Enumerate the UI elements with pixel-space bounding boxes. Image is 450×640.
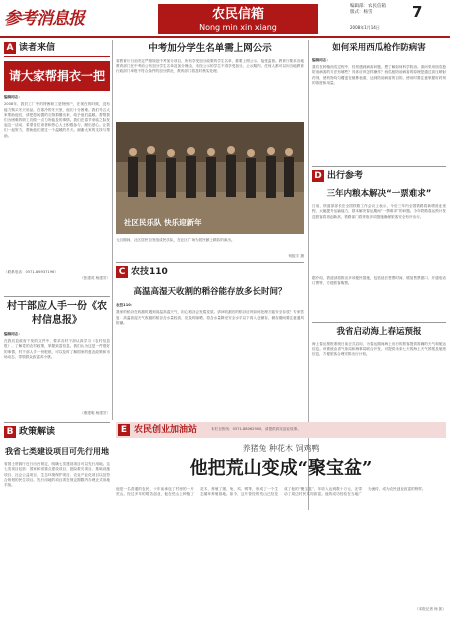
- issue-date: 2008年1月14日: [350, 25, 380, 30]
- watermelon-body: 我们在种植西瓜过程中，经常遇到病害问题，想了解如何科学防治。请问采用西瓜枪防治病害的方法有哪些？具体应该怎样操作？西瓜枪防治病害的原理是通过高压喷射药剂，使药物均匀覆盖在植株表面，达到防治病害的目的。使用时要注意掌握好药剂的浓度和用量。: [312, 65, 446, 85]
- village-headline: 村干部应人手一份《农村信息报》: [7, 301, 107, 326]
- section-letters-header: [4, 42, 110, 57]
- startup-body: 他是一名普通的农民，十年前承包了村里的一片荒山。经过多年的艰苦创业，他在荒山上种植了花木，养殖了猪、兔、鸡、鸭等，形成了一个生态循环养殖基地。如今，这片曾经的荒山已经变成了他的“聚宝盆”，年收入达到数十万元，还带动了周边村民共同致富。他的成功经验在当地广为流传，成为农民创业致富的榜样。: [116, 487, 426, 497]
- photo-credit: 何振宇 摄: [288, 254, 304, 258]
- travel-body-2: 据介绍，铁道部将推出多项便民措施，包括延长售票时间、增加售票窗口、开通电话订票等，方便旅客购票。: [312, 276, 446, 286]
- section-watermelon: [312, 42, 446, 158]
- section-tag-c: C: [116, 266, 128, 278]
- section-policy-header: [4, 426, 110, 438]
- section-village: [4, 300, 110, 420]
- exam-headline: 中考加分学生名单需上网公示: [148, 43, 272, 54]
- travel-body: 日前，铁道部部长在全国铁路工作会议上表示，今后三年内全国铁路将新增营业里程，大幅提升运输能力，基本解决春运期间“一票难求”的问题。今年铁路春运预计发送旅客将再创新高，铁路部门将采取多项措施确保旅客安全有序出行。: [312, 204, 446, 219]
- section-pinyin: Nong min xin xiang: [199, 23, 277, 32]
- section-label: 农技110: [131, 267, 168, 277]
- column-divider: [112, 40, 113, 420]
- section-tag-e: E: [118, 424, 130, 436]
- letters-signature: （张建英 杨建芳）: [80, 275, 110, 280]
- photo-note: 元旦期间，社区居民自发组成民乐队，在社区广场为居民献上精彩的演出。: [116, 238, 235, 242]
- divider: [4, 296, 110, 297]
- policy-headline: 我省七类建设项目可先行用地: [5, 447, 109, 457]
- section-startup-header: [116, 422, 446, 438]
- startup-headline: 他把荒山变成“聚宝盆”: [189, 457, 373, 479]
- section-label: 政策解读: [19, 427, 56, 437]
- port-headline: 我省启动海上春运预报: [336, 327, 422, 337]
- section-startup: [116, 422, 446, 636]
- editor-line-2: 版式：杨雪: [350, 10, 373, 15]
- exam-body: 省教育厅日前决定严格规范中考加分项目，所有享受加分政策的学生名单，都要上网公示，接受监督。教育厅要求各地教育部门在中考前公布加分学生名单及加分理由，未经公示的学生不得享受加分。公示期内，任何人都可以向当地教育行政部门举报不符合条件的加分情况，教育部门将及时核实处理。: [116, 59, 304, 74]
- band-photo: [116, 122, 304, 234]
- section-agritech-header: [116, 266, 304, 278]
- watermelon-headline: 如何采用西瓜枪作防病害: [332, 43, 426, 53]
- section-agritech: [116, 266, 304, 416]
- divider: [312, 166, 446, 167]
- section-title: 农民信箱: [211, 7, 264, 22]
- agritech-body: 我家的稻谷在收割时遇到高温高湿天气，担心稻谷会发霉变质。请问收割后的稻谷应该如何处理才能安全存放？专家答复：高温高湿天气收割的稻谷含水量较高，应及时晾晒，将含水量降至安全水平以下再入仓储存，储存期间要注意通风防潮。: [116, 310, 304, 325]
- village-salutation: 编辑同志：: [4, 332, 22, 336]
- section-letters: [4, 42, 110, 292]
- section-policy: [4, 426, 110, 636]
- masthead-rule: [0, 36, 450, 38]
- section-label: 读者来信: [19, 43, 56, 53]
- agritech-salutation: 农技110：: [116, 303, 135, 308]
- page-number: 7: [412, 3, 423, 21]
- village-body: 在我们县政府下发的文件中，要求各村干部认真学习《农村信息报》，了解党的农村政策，掌握致富信息。我们认为这是一件很好的事情，村干部人手一份报纸，可以及时了解国家的惠农政策和市场动态，带领群众致富奔小康。: [4, 339, 110, 359]
- section-travel-header: [312, 170, 446, 182]
- section-label: 出行参考: [327, 171, 364, 181]
- section-tag-d: D: [312, 170, 324, 182]
- letters-salutation: 编辑同志：: [4, 95, 22, 100]
- startup-hotline-note: 本栏目热线：0571-88062900，请提供真实创业故事。: [211, 427, 301, 432]
- village-signature: （康建明 杨建芳）: [80, 411, 110, 416]
- startup-subtitle: 养猪兔 种花木 饲鸡鸭: [242, 444, 320, 454]
- port-body: 海上春运预报系统日前正式启用，为春运期间海上出行的旅客提供准确的天气和航运信息。该系统由省气象局和海事局联合开发，可提供未来七天的海上天气预报及航班信息，方便旅客合理安排出行计划。: [312, 342, 446, 357]
- newspaper-logo: 参考消息报: [4, 9, 84, 29]
- photo-caption: 社区民乐队 快乐迎新年: [124, 218, 202, 227]
- editor-line-1: 编辑部：农民信箱: [350, 4, 386, 9]
- section-label: 农民创业加油站: [134, 425, 198, 435]
- policy-body: 省国土资源厅近日出台规定，明确七类建设项目可以先行用地。这七类项目包括：国家和省重点建设项目、抢险救灾项目、基础设施项目、社会公益项目、生态环境保护项目、农业产业化项目以及符合规划的民生项目。先行用地的项目须在规定期限内办理正式用地手续。: [4, 462, 110, 487]
- section-exam: [116, 42, 304, 121]
- agritech-headline: 高温高湿天收割的稻谷能存放多长时间？: [133, 287, 287, 298]
- section-tag-b: B: [4, 426, 16, 438]
- letters-body: 2008年，我们工厂中的特困职工是特困户，在现在的时候，没有能力购买冬天用品。在寒冷的冬天里，他们十分困难。我们号召大家帮助他们，请把您闲置的衣物捐赠出来，给予他们温暖。帮帮我们为困难的职工们做一点力所能及的事情。我们在春节来临之际发起这一活动，希望各位读者和热心人士积极参与，献出爱心。让我们一起努力，帮助他们度过一个温暖的冬天。谢谢大家的支持与帮助。: [4, 102, 110, 138]
- travel-headline: 三年内粮本解决“一票难求”: [326, 189, 432, 200]
- startup-credit: （本报记者 杨 凯）: [414, 607, 446, 612]
- section-tag-a: A: [4, 42, 16, 54]
- divider: [4, 422, 110, 423]
- letters-contact: （联系电话：0571-86937196）: [4, 270, 58, 275]
- masthead: [0, 0, 450, 38]
- divider: [312, 322, 446, 323]
- divider: [116, 262, 304, 263]
- letters-headline: 请大家帮捐衣一把: [4, 61, 110, 91]
- section-travel: [312, 170, 446, 320]
- watermelon-salutation: 编辑同志：: [312, 58, 330, 62]
- section-port: [312, 326, 446, 416]
- section-banner: [158, 4, 318, 34]
- editor-info: [350, 4, 386, 16]
